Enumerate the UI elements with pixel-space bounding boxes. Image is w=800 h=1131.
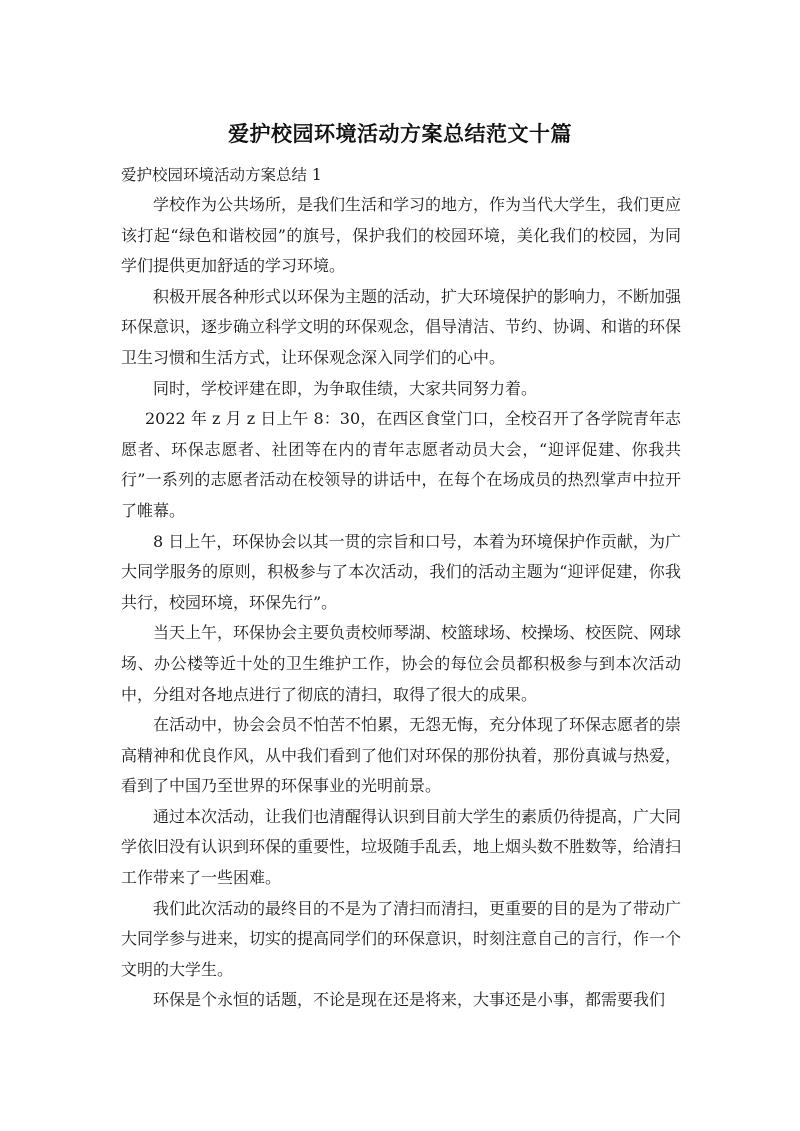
paragraph: 积极开展各种形式以环保为主题的活动，扩大环境保护的影响力，不断加强环保意识，逐步确立科学文明的环保观念，倡导清洁、节约、协调、和谐的环保卫生习惯和生活方式，让环保观念深入同学们的心中。 [121,286,682,367]
paragraph: 2022 年 z 月 z 日上午 8：30，在西区食堂门口，全校召开了各学院青年志愿者、环保志愿者、社团等在内的青年志愿者动员大会，“迎评促建、你我共行”一系列的志愿者活动在校领导的讲话中，在每个在场成员的热烈掌声中拉开了帷幕。 [121,409,681,520]
paragraph: 学校作为公共场所，是我们生活和学习的地方，作为当代大学生，我们更应该打起“绿色和谐校园”的旗号，保护我们的校园环境，美化我们的校园，为同学们提供更加舒适的学习环境。 [121,195,682,276]
paragraph: 环保是个永恒的话题，不论是现在还是将来，大事还是小事，都需要我们 [153,990,666,1010]
paragraph: 同时，学校评建在即，为争取佳绩，大家共同努力着。 [153,378,538,398]
paragraph: 8 日上午，环保协会以其一贯的宗旨和口号，本着为环境保护作贡献，为广大同学服务的原则，积极参与了本次活动，我们的活动主题为“迎评促建，你我共行，校园环境，环保先行”。 [121,531,681,612]
document-body [121,160,681,1016]
document-title: 爱护校园环境活动方案总结范文十篇 [228,122,572,146]
paragraph: 在活动中，协会会员不怕苦不怕累，无怨无悔，充分体现了环保志愿者的崇高精神和优良作风，从中我们看到了他们对环保的那份执着，那份真诚与热爱，看到了中国乃至世界的环保事业的光明前景。 [121,715,682,796]
paragraph: 我们此次活动的最终目的不是为了清扫而清扫，更重要的目的是为了带动广大同学参与进来，切实的提高同学们的环保意识，时刻注意自己的言行，作一个文明的大学生。 [121,898,682,979]
paragraph: 通过本次活动，让我们也清醒得认识到目前大学生的素质仍待提高，广大同学依旧没有认识到环保的重要性，垃圾随手乱丢，地上烟头数不胜数等，给清扫工作带来了一些困难。 [121,806,682,888]
section-subtitle: 爱护校园环境活动方案总结 1 [121,166,322,184]
paragraph: 当天上午，环保协会主要负责校师琴湖、校篮球场、校操场、校医院、网球场、办公楼等近十处的卫生维护工作，协会的每位会员都积极参与到本次活动中，分组对各地点进行了彻底的清扫，取得了很大的成果。 [121,623,682,704]
